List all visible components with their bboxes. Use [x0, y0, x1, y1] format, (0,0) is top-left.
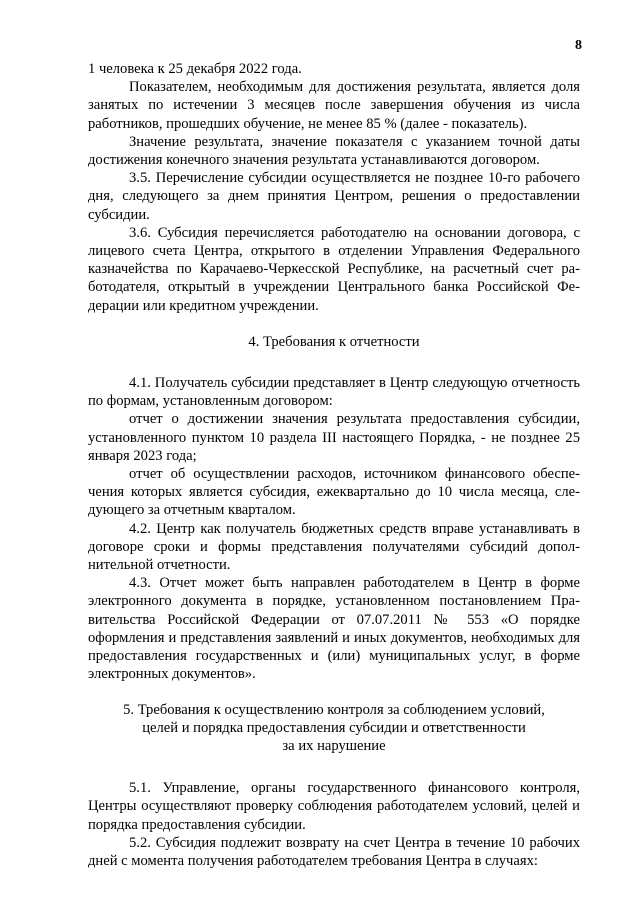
section-heading: 4. Требования к отчетности	[248, 333, 420, 350]
paragraph: Показателем, необходимым для достижения результата, является доля занятых по истечении 3 месяцев после завершения обучения из числа работников, прошедших обучение, не менее 85 % (далее - показатель).	[88, 79, 580, 132]
section-heading-line: 5. Требования к осуществлению контроля за соблюдением условий,	[123, 701, 545, 718]
paragraph: отчет о достижении значения результата предоставления субсидии, установленного пунктом 10 раздела III настоящего Порядка, - не позднее 25 января 2023 года;	[88, 411, 580, 464]
paragraph: 5.2. Субсидия подлежит возврату на счет Центра в течение 10 рабочих дней с момента получения работодателем требования Центра в случаях:	[88, 834, 580, 869]
section-heading	[88, 701, 580, 756]
section-heading-line: за их нарушение	[282, 737, 386, 754]
paragraph: 3.6. Субсидия перечисляется работодателю на основании договора, с лицевого счета Центра, открытого в отделении Управления Федерального казначейства по Карачаево-Черкесской Республике, на расчетный счет работодателя, открытый в учреждении Центрального банка Российской Федерации или кредитном учреждении.	[88, 224, 580, 314]
section-heading-line: целей и порядка предоставления субсидии и ответственности	[142, 719, 526, 736]
paragraph: 5.1. Управление, органы государственного финансового контроля, Центры осуществляют проверку соблюдения работодателем условий, целей и порядка предоставления субсидии.	[88, 780, 580, 833]
paragraph: 4.2. Центр как получатель бюджетных средств вправе устанавливать в договоре сроки и формы представления получателями субсидий дополнительной отчетности.	[88, 520, 580, 574]
document-body	[88, 60, 580, 870]
paragraph: 4.1. Получатель субсидии представляет в Центр следующую отчетность по формам, установленным договором:	[88, 375, 580, 410]
paragraph: Значение результата, значение показателя с указанием точной даты достижения конечного значения результата устанавливаются договором.	[88, 133, 580, 169]
paragraph: 1 человека к 25 декабря 2022 года.	[88, 61, 302, 77]
paragraph: 3.5. Перечисление субсидии осуществляется не позднее 10-го рабочего дня, следующего за днем принятия Центром, решения о предоставлении субсидии.	[88, 170, 580, 223]
paragraph: 4.3. Отчет может быть направлен работодателем в Центр в форме электронного документа в порядке, установленном постановлением Правительства Российской Федерации от 07.07.2011 № 553 «О порядке оформления и представления заявлений и иных документов, необходимых для предоставления государственных и (или) муниципальных услуг, в форме электронных документов».	[88, 575, 580, 683]
paragraph: отчет об осуществлении расходов, источником финансового обеспечения которых является субсидия, ежеквартально до 10 числа месяца, следующего за отчетным кварталом.	[88, 466, 580, 519]
page-number: 8	[575, 38, 582, 53]
